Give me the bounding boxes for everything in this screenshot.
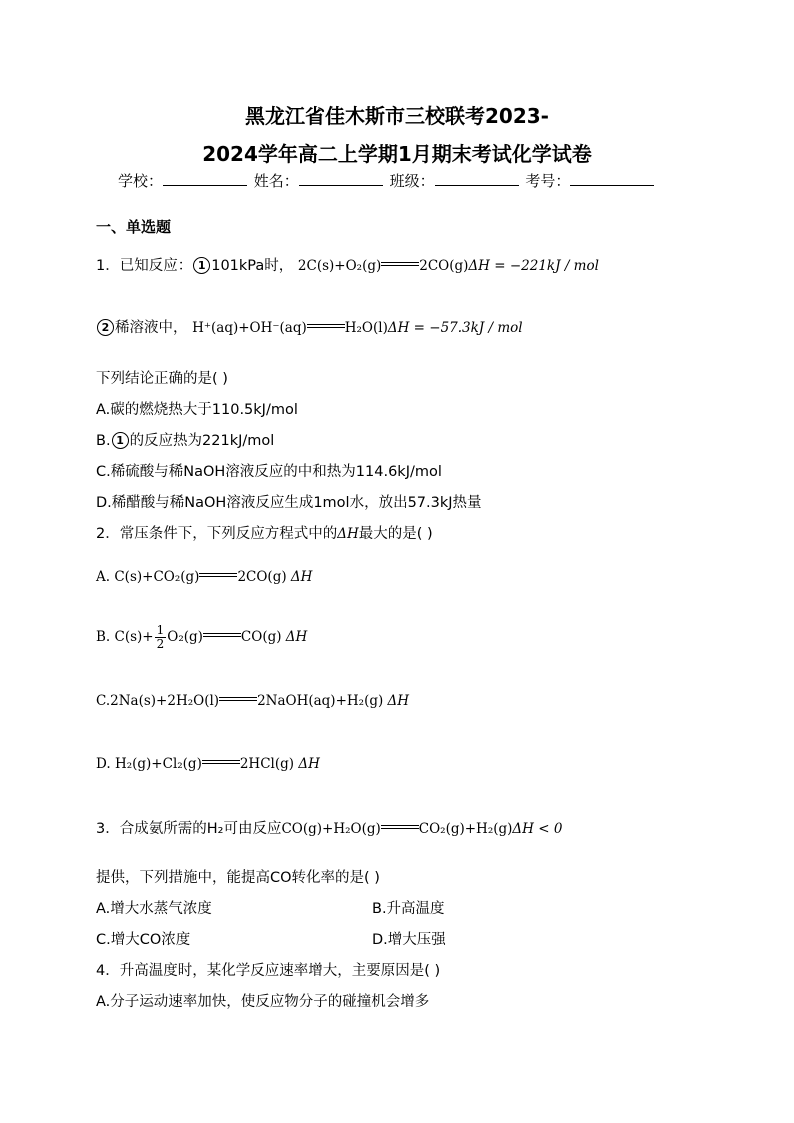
q2-a-lhs: C(s)+CO₂(g) bbox=[114, 569, 200, 585]
eq1-lhs: 2C(s)+O₂(g) bbox=[297, 258, 382, 274]
q1-option-b-text: 的反应热为221kJ/mol bbox=[129, 433, 275, 449]
q1-option-c[interactable]: C.稀硫酸与稀NaOH溶液反应的中和热为114.6kJ/mol bbox=[96, 464, 442, 480]
q1-equation-1 bbox=[298, 258, 599, 274]
equals-arrow-icon bbox=[381, 825, 419, 831]
q1-ask: 下列结论正确的是( ) bbox=[96, 371, 228, 387]
q1-cond2: 稀溶液中， bbox=[115, 320, 188, 336]
eq1-dh: ΔH = −221kJ / mol bbox=[468, 258, 599, 274]
circled-1-icon: 1 bbox=[193, 257, 210, 274]
q2-c-label: C. bbox=[96, 693, 111, 709]
q3-option-c[interactable]: C.增大CO浓度 bbox=[96, 932, 191, 948]
q4-stem bbox=[96, 959, 440, 980]
frac-num: 1 bbox=[156, 623, 165, 637]
q2-d-rhs: 2HCl(g) bbox=[239, 756, 295, 772]
equals-arrow-icon bbox=[381, 262, 419, 268]
q3-lhs: CO(g)+H₂O(g) bbox=[281, 821, 381, 837]
circled-1-icon: 1 bbox=[112, 432, 129, 449]
q2-b-rhs: CO(g) bbox=[240, 629, 282, 645]
eq2-rhs: H₂O(l) bbox=[344, 320, 388, 336]
class-label: 班级： bbox=[389, 172, 435, 190]
q2-option-d[interactable] bbox=[96, 756, 320, 772]
q2-b-lhs-a: C(s)+ bbox=[114, 629, 154, 645]
equals-arrow-icon bbox=[203, 633, 241, 639]
q3-option-a[interactable]: A.增大水蒸气浓度 bbox=[96, 901, 212, 917]
class-blank[interactable] bbox=[435, 171, 519, 186]
q1-option-a[interactable]: A.碳的燃烧热大于110.5kJ/mol bbox=[96, 402, 298, 418]
q2-b-dh: ΔH bbox=[285, 629, 308, 645]
q1-condition-2 bbox=[96, 316, 523, 337]
circled-2-icon: 2 bbox=[97, 319, 114, 336]
q1-cond1: 101kPa时， bbox=[211, 258, 294, 274]
q1-prefix: 已知反应： bbox=[119, 258, 193, 274]
q2-c-dh: ΔH bbox=[387, 693, 410, 709]
q2-option-a[interactable] bbox=[96, 569, 312, 585]
q2-b-label: B. bbox=[96, 629, 111, 645]
title-line-2: 2024学年高二上学期1月期末考试化学试卷 bbox=[202, 142, 592, 166]
q2-option-c[interactable] bbox=[96, 693, 409, 709]
q4-option-a[interactable]: A.分子运动速率加快，使反应物分子的碰撞机会增多 bbox=[96, 994, 430, 1010]
equals-arrow-icon bbox=[219, 697, 257, 703]
number-blank[interactable] bbox=[570, 171, 654, 186]
school-label: 学校： bbox=[118, 172, 164, 190]
number-label: 考号： bbox=[525, 172, 571, 190]
q2-stem-end: 最大的是( ) bbox=[358, 526, 433, 542]
frac-den: 2 bbox=[156, 637, 165, 651]
q1-option-d[interactable]: D.稀醋酸与稀NaOH溶液反应生成1mol水，放出57.3kJ热量 bbox=[96, 495, 482, 511]
q2-d-lhs: H₂(g)+Cl₂(g) bbox=[114, 756, 202, 772]
q3-stem bbox=[96, 817, 562, 838]
q2-a-dh: ΔH bbox=[290, 569, 313, 585]
q2-b-lhs-b: O₂(g) bbox=[167, 629, 203, 645]
q2-stem bbox=[96, 522, 433, 543]
fraction bbox=[155, 624, 167, 651]
q3-option-d[interactable]: D.增大压强 bbox=[372, 932, 446, 948]
q2-c-lhs: 2Na(s)+2H₂O(l) bbox=[110, 693, 220, 709]
q3-dh: ΔH < 0 bbox=[512, 821, 563, 837]
name-blank[interactable] bbox=[299, 171, 383, 186]
eq2-dh: ΔH = −57.3kJ / mol bbox=[387, 320, 523, 336]
q4-number: 4． bbox=[96, 963, 120, 979]
q2-stem-text: 常压条件下，下列反应方程式中的 bbox=[119, 526, 338, 542]
equals-arrow-icon bbox=[307, 324, 345, 330]
q2-stem-dh: ΔH bbox=[337, 526, 359, 542]
school-blank[interactable] bbox=[163, 171, 247, 186]
student-info-line bbox=[118, 170, 656, 191]
q3-equation bbox=[281, 821, 562, 837]
equals-arrow-icon bbox=[202, 760, 240, 766]
q1-equation-2 bbox=[192, 320, 523, 336]
q2-a-label: A. bbox=[96, 569, 111, 585]
eq1-rhs: 2CO(g) bbox=[419, 258, 469, 274]
q1-number: 1． bbox=[96, 258, 120, 274]
q3-number: 3． bbox=[96, 821, 120, 837]
section-title: 一、单选题 bbox=[96, 218, 172, 236]
q2-d-label: D. bbox=[96, 756, 111, 772]
q3-rhs: CO₂(g)+H₂(g) bbox=[418, 821, 513, 837]
q1-option-b-label: B. bbox=[96, 433, 111, 449]
q2-d-dh: ΔH bbox=[298, 756, 320, 772]
q2-number: 2． bbox=[96, 526, 120, 542]
q3-ask: 提供，下列措施中，能提高CO转化率的是( ) bbox=[96, 870, 380, 886]
q2-a-rhs: 2CO(g) bbox=[237, 569, 287, 585]
q2-option-b[interactable] bbox=[96, 624, 307, 651]
title-line-1: 黑龙江省佳木斯市三校联考2023- bbox=[245, 104, 549, 128]
q2-c-rhs: 2NaOH(aq)+H₂(g) bbox=[257, 693, 384, 709]
q4-stem-text: 升高温度时，某化学反应速率增大，主要原因是( ) bbox=[119, 963, 441, 979]
q1-stem bbox=[96, 254, 599, 275]
q3-stem-text: 合成氨所需的H₂可由反应 bbox=[119, 821, 282, 837]
name-label: 姓名： bbox=[253, 172, 299, 190]
q1-option-b[interactable] bbox=[96, 429, 274, 450]
q3-option-b[interactable]: B.升高温度 bbox=[372, 901, 445, 917]
eq2-lhs: H⁺(aq)+OH⁻(aq) bbox=[192, 320, 307, 336]
equals-arrow-icon bbox=[199, 573, 237, 579]
